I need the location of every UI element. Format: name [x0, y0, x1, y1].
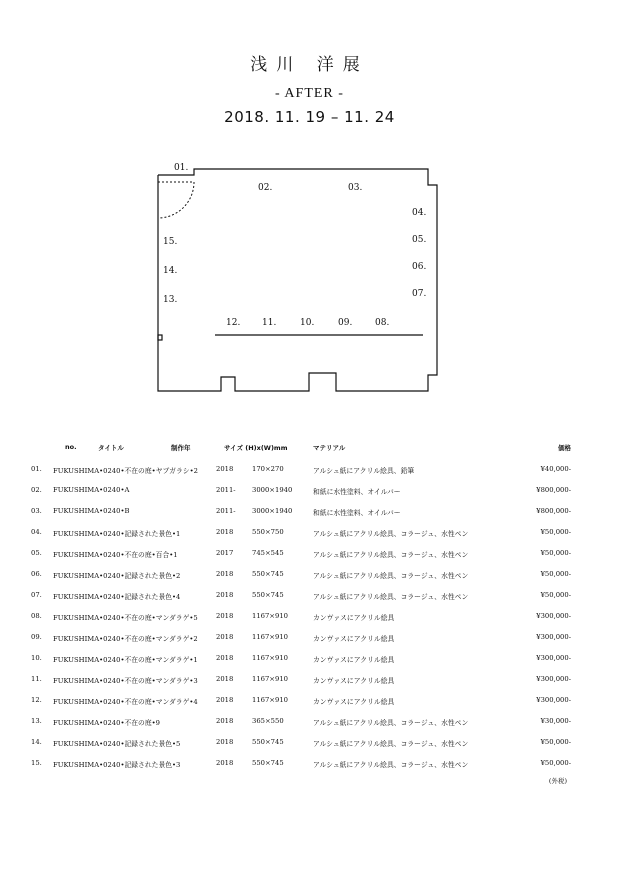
row-year: 2018 [216, 591, 234, 599]
row-size: 1167×910 [252, 633, 288, 641]
row-material: カンヴァスにアクリル絵具 [313, 698, 395, 706]
row-year: 2011- [216, 507, 236, 515]
row-material: 和紙に水性塗料、オイルバー [313, 509, 401, 517]
door-icon [158, 182, 194, 218]
floor-plan-outline [158, 169, 437, 391]
table-row [0, 738, 619, 750]
row-price: ¥300,000- [536, 654, 571, 662]
exhibition-title: 浅川 洋展 [250, 55, 369, 75]
exhibition-subtitle: - AFTER - [275, 86, 344, 101]
row-year: 2018 [216, 717, 234, 725]
row-material: アルシュ紙にアクリル絵具、コラージュ、水性ペン [313, 530, 469, 538]
table-row [0, 654, 619, 666]
row-size: 550×745 [252, 570, 284, 578]
plan-label-09: 09. [338, 318, 353, 328]
row-size: 1167×910 [252, 696, 288, 704]
row-no: 03. [31, 507, 42, 515]
row-title: FUKUSHIMA•0240•不在の庭•百合•1 [53, 551, 178, 559]
row-title: FUKUSHIMA•0240•不在の庭•ヤブガラシ•2 [53, 467, 198, 475]
row-price: ¥800,000- [536, 486, 571, 494]
header-no: no. [65, 443, 77, 451]
row-year: 2018 [216, 465, 234, 473]
table-row [0, 486, 619, 498]
table-row [0, 528, 619, 540]
header-size: サイズ (H)x(W)mm [224, 444, 288, 452]
row-material: アルシュ紙にアクリル絵具、鉛筆 [313, 467, 415, 475]
row-year: 2011- [216, 486, 236, 494]
table-row [0, 759, 619, 771]
row-price: ¥800,000- [536, 507, 571, 515]
row-size: 745×545 [252, 549, 284, 557]
row-material: アルシュ紙にアクリル絵具、コラージュ、水性ペン [313, 572, 469, 580]
row-title: FUKUSHIMA•0240•不在の庭•マンダラゲ•1 [53, 656, 198, 664]
row-material: カンヴァスにアクリル絵具 [313, 656, 395, 664]
table-row [0, 717, 619, 729]
row-no: 04. [31, 528, 42, 536]
row-material: アルシュ紙にアクリル絵具、コラージュ、水性ペン [313, 740, 469, 748]
row-price: ¥50,000- [540, 759, 571, 767]
row-material: カンヴァスにアクリル絵具 [313, 677, 395, 685]
row-no: 08. [31, 612, 42, 620]
plan-label-07: 07. [412, 289, 427, 299]
row-material: アルシュ紙にアクリル絵具、コラージュ、水性ペン [313, 551, 469, 559]
row-title: FUKUSHIMA•0240•記録された景色•3 [53, 761, 181, 769]
plan-label-06: 06. [412, 262, 427, 272]
row-size: 3000×1940 [252, 486, 293, 494]
table-row [0, 549, 619, 561]
plan-label-15: 15. [163, 237, 178, 247]
row-year: 2018 [216, 759, 234, 767]
plan-label-02: 02. [258, 183, 273, 193]
row-size: 550×745 [252, 759, 284, 767]
row-title: FUKUSHIMA•0240•記録された景色•2 [53, 572, 181, 580]
row-no: 02. [31, 486, 42, 494]
row-size: 550×745 [252, 738, 284, 746]
row-price: ¥300,000- [536, 675, 571, 683]
row-size: 1167×910 [252, 675, 288, 683]
row-year: 2018 [216, 675, 234, 683]
row-size: 3000×1940 [252, 507, 293, 515]
row-year: 2018 [216, 528, 234, 536]
row-title: FUKUSHIMA•0240•不在の庭•9 [53, 719, 160, 727]
plan-label-03: 03. [348, 183, 363, 193]
row-title: FUKUSHIMA•0240•不在の庭•マンダラゲ•2 [53, 635, 198, 643]
row-material: カンヴァスにアクリル絵具 [313, 635, 395, 643]
row-no: 06. [31, 570, 42, 578]
table-row [0, 633, 619, 645]
table-row [0, 570, 619, 582]
row-material: カンヴァスにアクリル絵具 [313, 614, 395, 622]
plan-label-14: 14. [163, 266, 178, 276]
row-price: ¥50,000- [540, 528, 571, 536]
row-size: 365×550 [252, 717, 284, 725]
table-row [0, 675, 619, 687]
row-no: 14. [31, 738, 42, 746]
row-no: 12. [31, 696, 42, 704]
plan-label-10: 10. [300, 318, 315, 328]
plan-label-13: 13. [163, 295, 178, 305]
row-year: 2018 [216, 738, 234, 746]
row-price: ¥30,000- [540, 717, 571, 725]
row-no: 11. [31, 675, 42, 683]
row-year: 2018 [216, 696, 234, 704]
row-title: FUKUSHIMA•0240•B [53, 507, 130, 515]
row-year: 2018 [216, 570, 234, 578]
row-year: 2018 [216, 633, 234, 641]
row-title: FUKUSHIMA•0240•不在の庭•マンダラゲ•5 [53, 614, 198, 622]
header-title: タイトル [98, 444, 124, 452]
row-material: 和紙に水性塗料、オイルバー [313, 488, 401, 496]
row-price: ¥300,000- [536, 633, 571, 641]
row-title: FUKUSHIMA•0240•不在の庭•マンダラゲ•3 [53, 677, 198, 685]
row-no: 15. [31, 759, 42, 767]
row-no: 10. [31, 654, 42, 662]
row-material: アルシュ紙にアクリル絵具、コラージュ、水性ペン [313, 719, 469, 727]
row-year: 2018 [216, 612, 234, 620]
table-row [0, 696, 619, 708]
table-row [0, 612, 619, 624]
plan-label-04: 04. [412, 208, 427, 218]
row-no: 09. [31, 633, 42, 641]
table-row [0, 465, 619, 477]
row-price: ¥50,000- [540, 591, 571, 599]
row-size: 550×745 [252, 591, 284, 599]
row-title: FUKUSHIMA•0240•不在の庭•マンダラゲ•4 [53, 698, 198, 706]
row-price: ¥50,000- [540, 549, 571, 557]
row-size: 550×750 [252, 528, 284, 536]
row-price: ¥50,000- [540, 570, 571, 578]
plan-label-01: 01. [174, 163, 189, 173]
plan-label-05: 05. [412, 235, 427, 245]
row-material: アルシュ紙にアクリル絵具、コラージュ、水性ペン [313, 761, 469, 769]
tax-note: (外税) [548, 777, 567, 785]
row-title: FUKUSHIMA•0240•A [53, 486, 130, 494]
row-material: アルシュ紙にアクリル絵具、コラージュ、水性ペン [313, 593, 469, 601]
row-price: ¥300,000- [536, 612, 571, 620]
header-year: 制作年 [171, 444, 191, 452]
plan-label-11: 11. [262, 318, 277, 328]
row-year: 2017 [216, 549, 234, 557]
row-size: 170×270 [252, 465, 284, 473]
row-no: 01. [31, 465, 42, 473]
row-size: 1167×910 [252, 654, 288, 662]
row-title: FUKUSHIMA•0240•記録された景色•5 [53, 740, 181, 748]
row-no: 07. [31, 591, 42, 599]
header-material: マテリアル [313, 444, 346, 452]
row-size: 1167×910 [252, 612, 288, 620]
table-row [0, 591, 619, 603]
row-year: 2018 [216, 654, 234, 662]
row-price: ¥50,000- [540, 738, 571, 746]
row-price: ¥40,000- [540, 465, 571, 473]
row-no: 05. [31, 549, 42, 557]
header-price: 価格 [558, 444, 571, 452]
exhibition-dates: 2018. 11. 19 – 11. 24 [224, 108, 395, 126]
row-title: FUKUSHIMA•0240•記録された景色•4 [53, 593, 181, 601]
row-title: FUKUSHIMA•0240•記録された景色•1 [53, 530, 181, 538]
plan-label-08: 08. [375, 318, 390, 328]
row-no: 13. [31, 717, 42, 725]
table-row [0, 507, 619, 519]
plan-label-12: 12. [226, 318, 241, 328]
row-price: ¥300,000- [536, 696, 571, 704]
